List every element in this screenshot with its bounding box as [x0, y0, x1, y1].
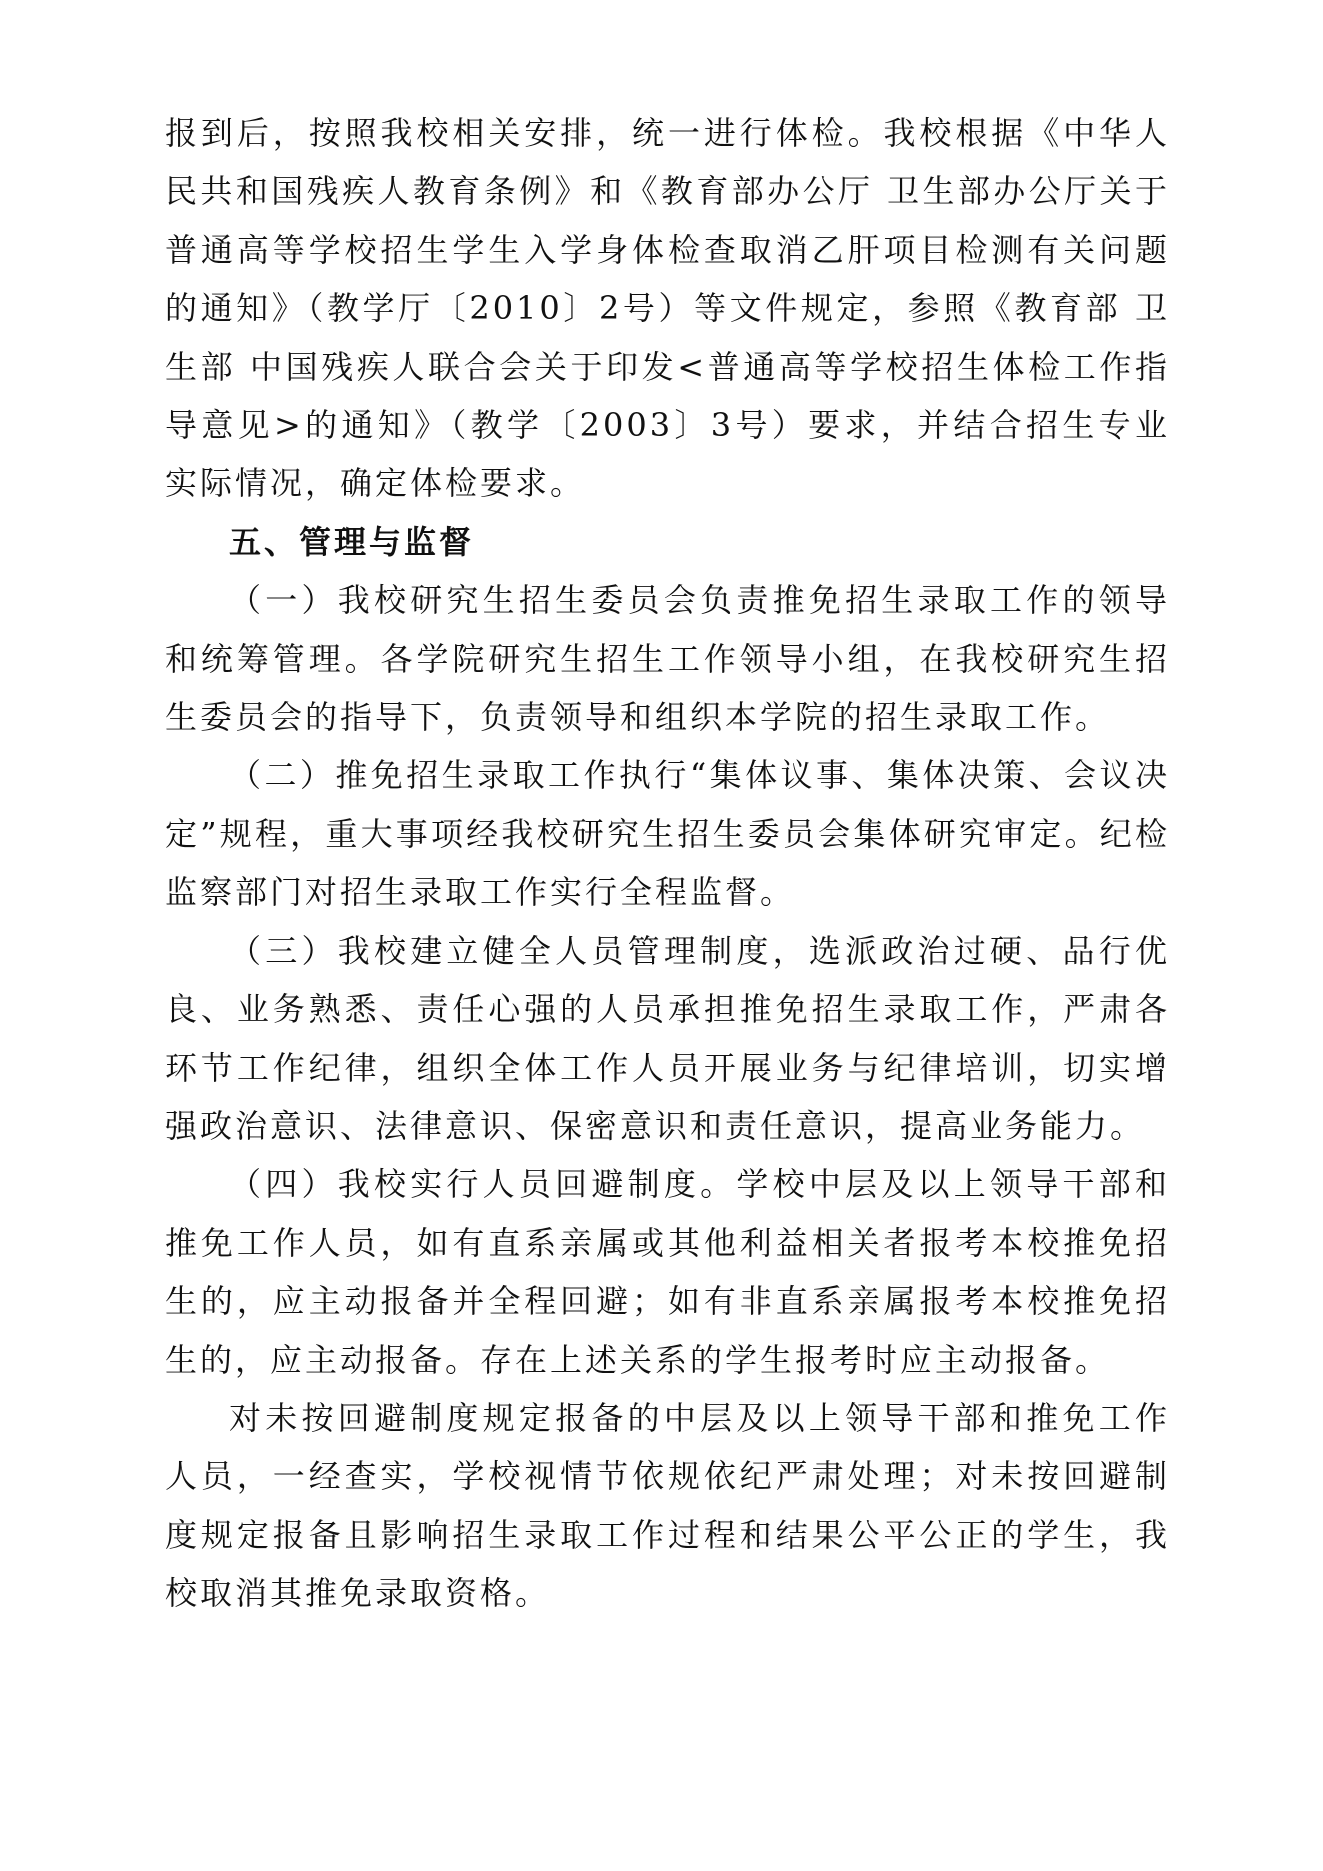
document-body — [165, 104, 1170, 1623]
paragraph-intro: 报到后，按照我校相关安排，统一进行体检。我校根据《中华人民共和国残疾人教育条例》和《教育部办公厅 卫生部办公厅关于普通高等学校招生学生入学身体检查取消乙肝项目检测有关问题的通知》（教学厅〔2010〕2号）等文件规定，参照《教育部 卫生部 中国残疾人联合会关于印发<普通高等学校招生体检工作指导意见>的通知》（教学〔2003〕3号）要求，并结合招生专业实际情况，确定体检要求。 — [165, 114, 1170, 503]
paragraph-1: （一）我校研究生招生委员会负责推免招生录取工作的领导和统筹管理。各学院研究生招生工作领导小组，在我校研究生招生委员会的指导下，负责领导和组织本学院的招生录取工作。 — [165, 581, 1170, 737]
paragraph-2: （二）推免招生录取工作执行“集体议事、集体决策、会议决定”规程，重大事项经我校研究生招生委员会集体研究审定。纪检监察部门对招生录取工作实行全程监督。 — [165, 756, 1170, 912]
paragraph-5: 对未按回避制度规定报备的中层及以上领导干部和推免工作人员，一经查实，学校视情节依规依纪严肃处理；对未按回避制度规定报备且影响招生录取工作过程和结果公平公正的学生，我校取消其推免录取资格。 — [165, 1398, 1170, 1613]
section-heading: 五、管理与监督 — [229, 522, 475, 561]
paragraph-3: （三）我校建立健全人员管理制度，选派政治过硬、品行优良、业务熟悉、责任心强的人员承担推免招生录取工作，严肃各环节工作纪律，组织全体工作人员开展业务与纪律培训，切实增强政治意识、法律意识、保密意识和责任意识，提高业务能力。 — [165, 931, 1170, 1145]
paragraph-4: （四）我校实行人员回避制度。学校中层及以上领导干部和推免工作人员，如有直系亲属或其他利益相关者报考本校推免招生的，应主动报备并全程回避；如有非直系亲属报考本校推免招生的，应主动报备。存在上述关系的学生报考时应主动报备。 — [165, 1165, 1170, 1379]
